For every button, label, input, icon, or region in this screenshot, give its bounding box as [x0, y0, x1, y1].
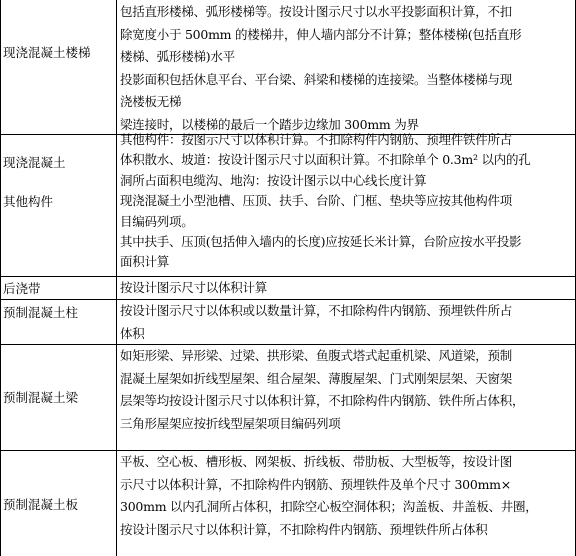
- row-content-other-members: [120, 130, 574, 273]
- row-content-post-cast-strip: [120, 277, 574, 300]
- content-line: 投影面积包括休息平台、平台梁、斜梁和楼梯的连接梁。当整体楼梯与现: [120, 71, 513, 87]
- row-label-line: 预制混凝土板: [3, 497, 79, 512]
- content-line: 除宽度小于 500mm 的楼梯井，伸人墙内部分不计算；整体楼梯(包括直形: [120, 26, 522, 42]
- row-content-precast-column: [120, 300, 574, 345]
- content-line: 楼梯、弧形楼梯)水平: [120, 49, 235, 65]
- content-line: 体积散水、坡道：按设计图示尺寸以面积计算。不扣除单个 0.3m² 以内的孔: [120, 152, 531, 168]
- content-line: 如矩形梁、异形梁、过梁、拱形梁、鱼腹式塔式起重机梁、风道梁，预制: [120, 348, 513, 363]
- content-line: 按设计图示尺寸以体积计算: [120, 280, 268, 295]
- row-label-stair: [3, 44, 91, 61]
- content-line: 300mm 以内孔洞所占体积，扣除空心板空洞体积；沟盖板、井盖板、井圈，: [120, 499, 538, 515]
- row-content-precast-slab: [120, 451, 574, 541]
- content-line: 梁连接时，以楼梯的最后一个踏步边缘加 300mm 为界: [120, 116, 419, 132]
- content-line: 体积: [120, 325, 145, 341]
- content-line: 其中扶手、压顶(包括伸入墙内的长度)应按延长米计算，台阶应按水平投影: [120, 234, 522, 250]
- content-line: 层架等均按设计图示尺寸以体积计算，不扣除构件内钢筋、铁件所占体积，: [120, 393, 525, 409]
- row-label-precast-beam: [3, 389, 78, 406]
- row-label-line: 现浇混凝土: [3, 155, 66, 170]
- row-content-precast-beam: [120, 345, 574, 435]
- content-line: 按设计图示尺寸以体积计算，不扣除构件内钢筋、预埋铁件所占体积: [120, 521, 488, 537]
- content-line: 面积计算: [120, 254, 170, 270]
- content-line: 三角形屋架应按折线型屋架项目编码列项: [120, 415, 341, 431]
- row-label-other-members: [3, 154, 66, 210]
- content-line: 洞所占面积电缆沟、地沟：按设计图示以中心线长度计算: [120, 172, 427, 188]
- content-line: 现浇混凝土小型池槽、压顶、扶手、台阶、门框、垫块等应按其他构件项: [120, 193, 513, 209]
- row-label-precast-slab: [3, 496, 78, 513]
- row-label-line: 后浇带: [3, 281, 41, 296]
- row-label-line: 其他构件: [3, 194, 54, 209]
- content-line: 目编码列项。: [120, 213, 194, 229]
- row-label-line: 预制混凝土柱: [3, 305, 79, 320]
- column-divider: [116, 0, 117, 556]
- row-content-stair: [120, 1, 574, 137]
- content-line: 浇楼板无梯: [120, 94, 182, 110]
- content-line: 包括直形楼梯、弧形楼梯等。按设计图示尺寸以水平投影面积计算，不扣: [120, 4, 513, 19]
- content-line: 示尺寸以体积计算，不扣除构件内钢筋、预埋铁件及单个尺寸 300mm×: [120, 476, 512, 492]
- content-line: 混凝土屋架如折线型屋架、组合屋架、薄腹屋架、门式刚架层架、天窗架: [120, 370, 513, 386]
- row-label-post-cast-strip: [3, 280, 41, 297]
- table-left-border: [0, 0, 1, 556]
- row-label-line: 预制混凝土梁: [3, 390, 79, 405]
- content-line: 按设计图示尺寸以体积或以数量计算，不扣除构件内钢筋、预埋铁件所占: [120, 303, 513, 318]
- content-line: 其他构件：按图示尺寸以体积计算。不扣除构件内钢筋、预埋件铁件所占: [120, 132, 513, 147]
- row-label-line: 现浇混凝土楼梯: [3, 45, 91, 60]
- content-line: 平板、空心板、槽形板、网架板、折线板、带肋板、大型板等，按设计图: [120, 454, 513, 469]
- row-label-precast-column: [3, 304, 78, 321]
